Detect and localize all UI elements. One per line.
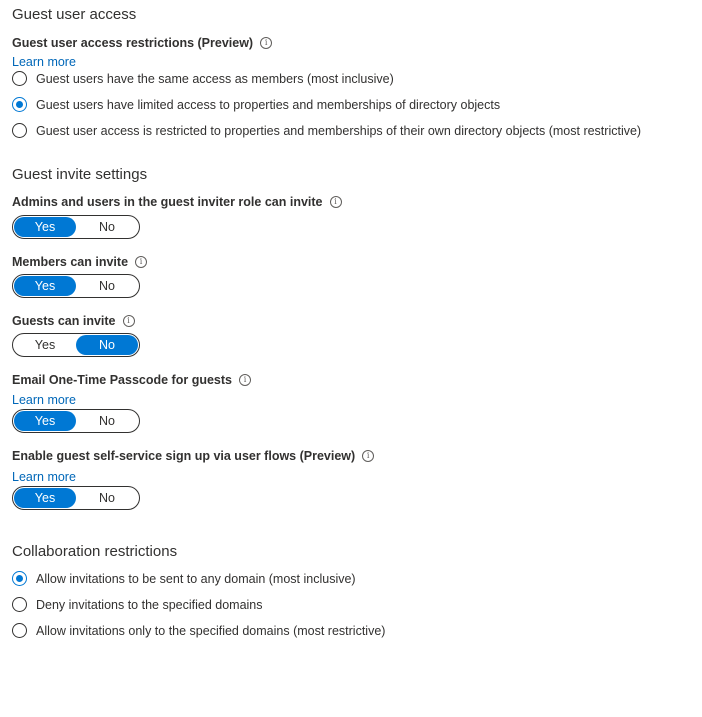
toggle-no-option[interactable]: No bbox=[99, 491, 115, 505]
radio-label: Allow invitations to be sent to any domain (most inclusive) bbox=[36, 571, 356, 586]
radio-button[interactable] bbox=[12, 71, 27, 86]
guest-access-option-restricted[interactable] bbox=[12, 123, 641, 138]
members-can-invite-label bbox=[12, 255, 147, 269]
radio-label: Guest users have limited access to properties and memberships of directory objects bbox=[36, 97, 501, 112]
guest-access-restrictions-label bbox=[12, 36, 272, 50]
guest-access-option-same-as-members[interactable] bbox=[12, 71, 394, 86]
members-can-invite-text: Members can invite bbox=[12, 255, 129, 269]
toggle-no-option[interactable]: No bbox=[99, 279, 115, 293]
toggle-yes-option[interactable]: Yes bbox=[14, 411, 76, 431]
self-service-signup-label bbox=[12, 449, 374, 463]
collab-option-any-domain[interactable] bbox=[12, 571, 356, 586]
admins-can-invite-toggle[interactable] bbox=[12, 215, 140, 239]
toggle-no-option[interactable]: No bbox=[99, 220, 115, 234]
guests-can-invite-label bbox=[12, 314, 135, 328]
toggle-yes-option[interactable]: Yes bbox=[14, 488, 76, 508]
info-icon[interactable]: i bbox=[239, 374, 251, 386]
guest-invite-settings-title: Guest invite settings bbox=[12, 166, 148, 183]
email-otp-label bbox=[12, 373, 251, 387]
guests-can-invite-text: Guests can invite bbox=[12, 314, 116, 328]
toggle-no-option[interactable]: No bbox=[99, 414, 115, 428]
admins-can-invite-label bbox=[12, 195, 342, 209]
info-icon[interactable]: i bbox=[123, 315, 135, 327]
info-icon[interactable]: i bbox=[362, 450, 374, 462]
email-otp-toggle[interactable] bbox=[12, 409, 140, 433]
self-service-signup-toggle[interactable] bbox=[12, 486, 140, 510]
radio-label: Guest user access is restricted to properties and memberships of their own directory objects (most restrictive) bbox=[36, 123, 642, 138]
guests-can-invite-toggle[interactable] bbox=[12, 333, 140, 357]
radio-label: Allow invitations only to the specified domains (most restrictive) bbox=[36, 623, 386, 638]
info-icon[interactable]: i bbox=[260, 37, 272, 49]
guest-access-restrictions-text: Guest user access restrictions (Preview) bbox=[12, 36, 254, 50]
info-icon[interactable]: i bbox=[330, 196, 342, 208]
toggle-yes-option[interactable]: Yes bbox=[14, 276, 76, 296]
guest-access-option-limited[interactable] bbox=[12, 97, 500, 112]
toggle-no-option[interactable]: No bbox=[76, 335, 138, 355]
email-otp-text: Email One-Time Passcode for guests bbox=[12, 373, 232, 387]
radio-label: Deny invitations to the specified domains bbox=[36, 597, 263, 612]
collab-option-deny-domains[interactable] bbox=[12, 597, 263, 612]
learn-more-link[interactable]: Learn more bbox=[12, 55, 76, 69]
radio-button-selected[interactable] bbox=[12, 97, 27, 112]
radio-button[interactable] bbox=[12, 123, 27, 138]
self-service-signup-learn-more-link[interactable]: Learn more bbox=[12, 470, 76, 484]
admins-can-invite-text: Admins and users in the guest inviter role can invite bbox=[12, 195, 323, 209]
email-otp-learn-more-link[interactable]: Learn more bbox=[12, 393, 76, 407]
radio-button-selected[interactable] bbox=[12, 571, 27, 586]
toggle-yes-option[interactable]: Yes bbox=[14, 217, 76, 237]
toggle-yes-option[interactable]: Yes bbox=[34, 338, 56, 352]
radio-button[interactable] bbox=[12, 623, 27, 638]
info-icon[interactable]: i bbox=[135, 256, 147, 268]
members-can-invite-toggle[interactable] bbox=[12, 274, 140, 298]
radio-label: Guest users have the same access as members (most inclusive) bbox=[36, 71, 394, 86]
collab-option-only-specified[interactable] bbox=[12, 623, 385, 638]
radio-button[interactable] bbox=[12, 597, 27, 612]
collaboration-restrictions-title: Collaboration restrictions bbox=[12, 543, 178, 560]
guest-user-access-title: Guest user access bbox=[12, 6, 137, 23]
self-service-signup-text: Enable guest self-service sign up via user flows (Preview) bbox=[12, 449, 356, 463]
